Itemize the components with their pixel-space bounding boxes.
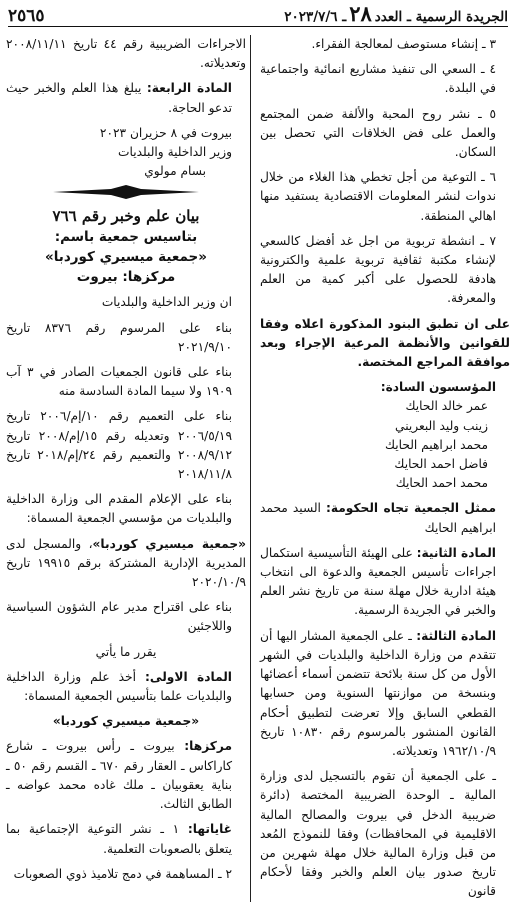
founders-label: المؤسسون السادة: (380, 380, 496, 395)
decision-heading: يقرر ما يأتي (95, 644, 157, 659)
article-3-label: المادة الثالثة: (416, 628, 496, 643)
page-header (8, 0, 508, 27)
headquarters (6, 737, 246, 814)
founder-name: محمد ابراهيم الحايك (384, 437, 488, 452)
article-1 (6, 668, 246, 706)
founder-name: زينب وليد البعريني (395, 418, 488, 433)
article-4-text: يبلغ هذا العلم والخبر حيث تدعو الحاجة. (6, 81, 232, 115)
issue-date: ـ ٢٠٢٣/٧/٦ (284, 9, 347, 25)
gov-rep-label: ممثل الجمعية تجاه الحكومة: (326, 501, 496, 516)
article-1-label: المادة الاولى: (145, 669, 232, 684)
article-1-text: أخذ علم وزارة الداخلية والبلديات علما بتأسيس الجمعية المسماة: (6, 669, 232, 704)
minister-name: بسام مولوي (144, 164, 206, 179)
association-name: «جمعية ميسيري كوردبا» (45, 249, 207, 266)
goal-1: ١ ـ نشر التوعية الإجتماعية بما يتعلق بالصعوبات التعلمية. (6, 822, 232, 856)
basis-3: بناء على التعميم رقم ١٠/إم/٢٠٠٦ تاريخ ٢٠٠٦/٥/١٩ وتعديله رقم ١٥/إم/٢٠٠٨ تاريخ ٢٠٠٨/٩/١٢ والتعميم رقم ٢٤/إم/٢٠١٨ تاريخ ٢٠١٨/١١/٨ (6, 409, 233, 482)
article-2 (260, 544, 510, 621)
article-3-text: ـ على الجمعية المشار اليها أن تتقدم من وزارة الداخلية والبلديات في الشهر الأول من كل سنة بلائحة تتضمن أسماء أعضائها وبنسخة من موازنتها السنوية ومن حسابها القطعي السابق وإلا تعرضت لتطبيق أحكام القانون المنشور بالمرسوم رقم ١٠٨٣٠ تاريخ ١٩٦٢/١٠/٩ وتعديلاته. (260, 628, 496, 758)
place-date: بيروت في ٨ حزيران ٢٠٢٣ (99, 125, 232, 140)
gov-representative (260, 499, 510, 537)
minister-intro: ان وزير الداخلية والبلديات (101, 295, 232, 310)
headquarters-label: مركزها: (184, 739, 232, 754)
basis-5-name: «جمعية ميسيري كوردبا» (92, 536, 246, 551)
founder-name: عمر خالد الحايك (405, 399, 488, 414)
goal-7: ٧ ـ انشطة تربوية من اجل غد أفضل كالسعي لإنشاء مكتبة ثقافية تربوية علمية والكترونية هادفة للحصول على أكبر كمية من العلم والمعرفة. (260, 233, 496, 306)
gov-rep-name: السيد محمد ابراهيم الحايك (260, 501, 496, 535)
goal-5: ٥ ـ نشر روح المحبة والألفة ضمن المجتمع والعمل على فض الخلافات التي تحصل بين السكان. (260, 106, 496, 160)
left-column (6, 35, 246, 902)
page-number: ٢٥٦٥ (8, 6, 45, 26)
notice-title: بيان علم وخبر رقم ٧٦٦ (52, 207, 200, 226)
goals-label: غاياتها: (187, 822, 233, 837)
basis-5-text: ، والمسجل لدى المديرية الإدارية المشتركة برقم ١٩٩١٥ تاريخ ٢٠٢٠/١٠/٩ (6, 536, 247, 590)
article-2-text: على الهيئة التأسيسية استكمال اجراءات تأسيس الجمعية والدعوة الى انتخاب هيئة ادارية خلال مهلة سنة من تاريخ نشر العلم والخبر في الجريدة الرسمية. (260, 545, 496, 618)
goal-4: ٤ ـ السعي الى تنفيذ مشاريع انمائية واجتماعية في البلدة. (260, 62, 496, 96)
association-intro: بتاسيس جمعية باسم: (54, 229, 198, 246)
column-rule (250, 35, 260, 902)
continued-text: الاجراءات الضريبية رقم ٤٤ تاريخ ٢٠٠٨/١١/١١ وتعديلاته. (6, 37, 246, 71)
header-title (284, 1, 508, 26)
minister-title: وزير الداخلية والبلديات (118, 145, 232, 160)
goal-3: ٣ ـ إنشاء مستوصف لمعالجة الفقراء. (311, 37, 496, 51)
compliance-clause: على ان تطبق البنود المذكورة اعلاه وفقا للقوانين والأنظمة المرعية الإجراء وبعد موافقة المراجع المختصة. (260, 316, 510, 370)
goals (6, 820, 246, 858)
article-3 (260, 627, 510, 761)
association-hq: مركزها: بيروت (76, 269, 176, 286)
issue-number: ٢٨ (349, 1, 372, 26)
article-4-label: المادة الرابعة: (146, 81, 232, 96)
headquarters-text: بيروت ـ رأس بيروت ـ شارع كاراكاس ـ العقار رقم ٦٧٠ ـ القسم رقم ٥٠ ـ بناية يعقوبيان ـ ملك غاده محمد عواضه ـ الطابق الثالث. (6, 739, 232, 812)
ornamental-divider-icon (6, 185, 246, 199)
article-1-name: «جمعية ميسيري كوردبا» (52, 714, 200, 729)
basis-4: بناء على الإعلام المقدم الى وزارة الداخلية والبلديات من مؤسسي الجمعية المسماة: (6, 492, 232, 526)
goal-2: ٢ ـ المساهمة في دمج تلاميذ ذوي الصعوبات (13, 866, 232, 881)
basis-6: بناء على اقتراح مدير عام الشؤون السياسية واللاجئين (6, 600, 232, 634)
journal-name: الجريدة الرسمية ـ العدد (374, 9, 508, 25)
founder-name: محمد احمد الحايك (395, 476, 488, 491)
basis-5 (6, 535, 246, 593)
article-4 (6, 79, 246, 117)
basis-1: بناء على المرسوم رقم ٨٣٧٦ تاريخ ٢٠٢١/٩/١٠ (6, 320, 232, 354)
basis-2: بناء على قانون الجمعيات الصادر في ٣ آب ١٩٠٩ ولا سيما المادة السادسة منه (6, 365, 233, 399)
article-2-label: المادة الثانية: (416, 545, 496, 560)
founder-name: فاضل احمد الحايك (394, 457, 488, 472)
columns (6, 35, 510, 902)
goal-6: ٦ ـ التوعية من أجل تخطي هذا الغلاء من خلال ندوات لنشر المعلومات الاقتصادية يستفيد منها اهالي المنطقة. (260, 170, 496, 223)
right-column (260, 35, 510, 902)
founders-list (260, 397, 510, 493)
tax-registration: ـ على الجمعية أن تقوم بالتسجيل لدى وزارة المالية ـ الوحدة الضريبية المختصة (دائرة ضريبية الدخل في بيروت والمصالح المالية الاقليمية في المحافظات) وفقا للنموذج المُعد من قبل وزارة المالية خلال مهلة شهرين من تاريخ صدور بيان العلم والخبر وفقا لأحكام قانون (260, 769, 496, 899)
